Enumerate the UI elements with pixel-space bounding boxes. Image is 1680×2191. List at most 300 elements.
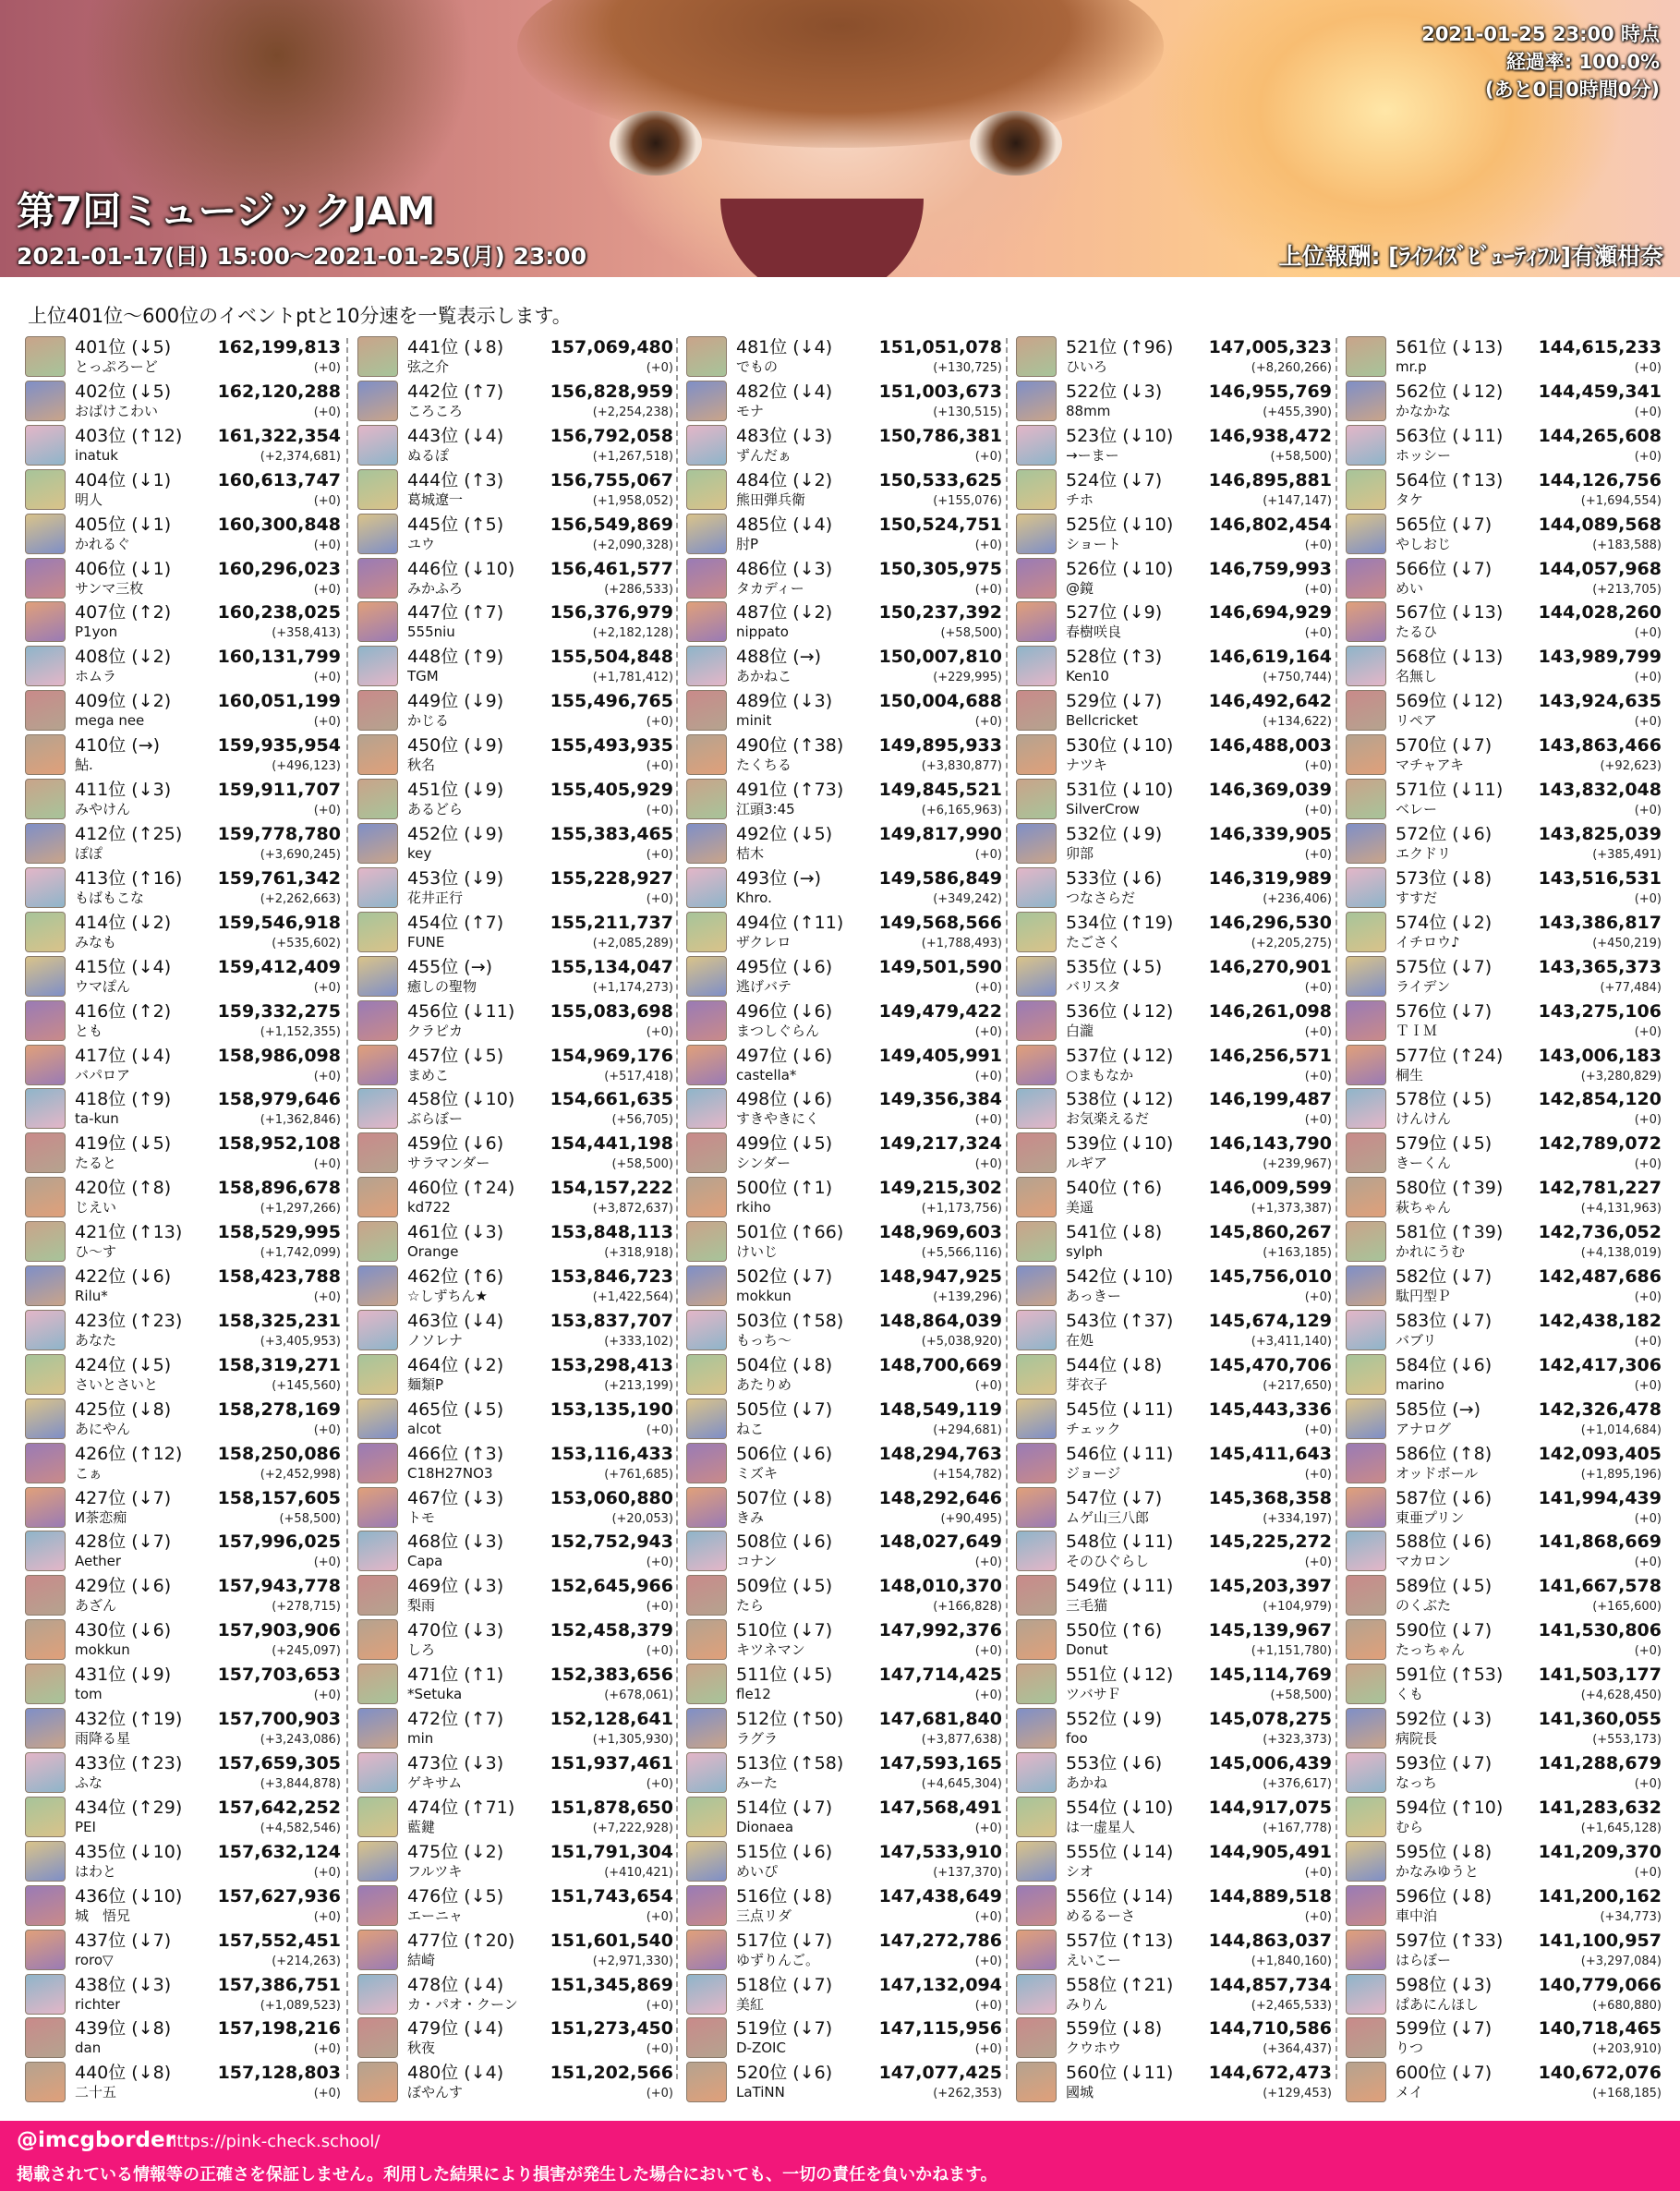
ranking-entry bbox=[1344, 1043, 1662, 1087]
rank-label: 560位 (↓11) bbox=[1066, 2063, 1174, 2084]
ten-minute-speed: (+0) bbox=[974, 582, 1002, 597]
rank-label: 489位 (↓3) bbox=[736, 691, 833, 712]
ranking-entry bbox=[684, 866, 1003, 910]
ten-minute-speed: (+0) bbox=[646, 361, 673, 375]
event-points: 154,969,176 bbox=[550, 1045, 673, 1066]
ranking-entry bbox=[356, 644, 674, 688]
ranking-entry bbox=[23, 1839, 342, 1883]
producer-name: 88mm bbox=[1066, 402, 1111, 419]
producer-name: すすだ bbox=[1396, 889, 1438, 906]
status-remaining: (あと0日0時間0分) bbox=[1484, 79, 1660, 101]
event-points: 151,003,673 bbox=[878, 381, 1002, 402]
ten-minute-speed: (+0) bbox=[313, 1290, 341, 1305]
idol-card-thumbnail bbox=[1016, 1885, 1057, 1926]
producer-name: けんけん bbox=[1396, 1110, 1452, 1128]
ranking-entry bbox=[684, 1839, 1003, 1883]
ten-minute-speed: (+0) bbox=[1304, 582, 1332, 597]
idol-card-thumbnail bbox=[1346, 1664, 1386, 1704]
event-points: 146,619,164 bbox=[1208, 647, 1332, 668]
event-points: 145,225,272 bbox=[1208, 1531, 1332, 1553]
idol-card-thumbnail bbox=[1016, 1708, 1057, 1749]
ranking-entry bbox=[356, 1086, 674, 1131]
rank-label: 530位 (↓10) bbox=[1066, 735, 1174, 757]
ranking-entry bbox=[684, 1972, 1003, 2016]
idol-card-thumbnail bbox=[1016, 1265, 1057, 1306]
page-description: 上位401位～600位のイベントptと10分速を一覧表示します。 bbox=[28, 305, 572, 327]
idol-card-thumbnail bbox=[1016, 1398, 1057, 1439]
rank-label: 434位 (↑29) bbox=[75, 1797, 183, 1818]
rank-label: 488位 (→) bbox=[736, 647, 822, 668]
producer-name: あにやん bbox=[75, 1420, 131, 1437]
idol-card-thumbnail bbox=[1346, 514, 1386, 554]
event-banner bbox=[0, 0, 1680, 277]
idol-card-thumbnail bbox=[357, 1354, 398, 1395]
ranking-entry bbox=[356, 1795, 674, 1839]
event-reward: 上位報酬: [ﾗｲﾌｲｽﾞﾋﾞｭｰﾃｨﾌﾙ]有瀬柑奈 bbox=[1278, 243, 1663, 270]
producer-name: ぽぽ bbox=[75, 844, 103, 862]
producer-name: はわと bbox=[75, 1862, 117, 1880]
ranking-entry bbox=[1344, 379, 1662, 423]
idol-card-thumbnail bbox=[25, 734, 66, 775]
producer-name: ひ～す bbox=[75, 1243, 117, 1261]
ranking-entry bbox=[1014, 556, 1333, 600]
event-points: 146,759,993 bbox=[1208, 558, 1332, 579]
ranking-entry bbox=[1014, 999, 1333, 1043]
event-points: 147,681,840 bbox=[878, 1709, 1002, 1730]
idol-card-thumbnail bbox=[1346, 646, 1386, 686]
event-points: 146,492,642 bbox=[1208, 691, 1332, 712]
event-points: 153,298,413 bbox=[550, 1354, 673, 1375]
event-points: 145,443,336 bbox=[1208, 1398, 1332, 1420]
ten-minute-speed: (+0) bbox=[313, 804, 341, 818]
producer-name: かれにうむ bbox=[1396, 1243, 1466, 1261]
ranking-entry bbox=[23, 777, 342, 821]
idol-card-thumbnail bbox=[686, 381, 727, 421]
idol-card-thumbnail bbox=[25, 912, 66, 952]
ten-minute-speed: (+5,038,920) bbox=[921, 1334, 1002, 1349]
ten-minute-speed: (+1,152,355) bbox=[260, 1024, 341, 1039]
rank-label: 589位 (↓5) bbox=[1396, 1576, 1493, 1597]
rank-label: 506位 (↓6) bbox=[736, 1443, 833, 1464]
event-points: 153,846,723 bbox=[550, 1266, 673, 1288]
producer-name: たくちる bbox=[736, 757, 792, 774]
producer-name: チホ bbox=[1066, 490, 1094, 508]
ten-minute-speed: (+0) bbox=[1634, 1777, 1662, 1791]
idol-card-thumbnail bbox=[1346, 1354, 1386, 1395]
ten-minute-speed: (+0) bbox=[313, 980, 341, 995]
ranking-entry bbox=[23, 1352, 342, 1397]
event-points: 146,319,989 bbox=[1208, 867, 1332, 889]
rank-label: 426位 (↑12) bbox=[75, 1443, 183, 1464]
column-divider bbox=[1006, 338, 1008, 2079]
event-points: 156,828,959 bbox=[550, 381, 673, 402]
producer-name: ホムラ bbox=[75, 668, 117, 685]
idol-card-thumbnail bbox=[1016, 425, 1057, 466]
ranking-entry bbox=[356, 777, 674, 821]
idol-card-thumbnail bbox=[25, 1265, 66, 1306]
ten-minute-speed: (+0) bbox=[974, 715, 1002, 730]
rank-label: 535位 (↓5) bbox=[1066, 956, 1163, 977]
idol-card-thumbnail bbox=[686, 469, 727, 510]
rank-label: 585位 (→) bbox=[1396, 1398, 1481, 1420]
ten-minute-speed: (+0) bbox=[313, 1157, 341, 1172]
idol-card-thumbnail bbox=[1016, 1221, 1057, 1262]
event-points: 159,546,918 bbox=[217, 912, 341, 933]
producer-name: dan bbox=[75, 2040, 102, 2057]
event-points: 158,896,678 bbox=[217, 1178, 341, 1199]
idol-card-thumbnail bbox=[357, 1221, 398, 1262]
idol-card-thumbnail bbox=[1346, 1132, 1386, 1173]
rank-label: 599位 (↓7) bbox=[1396, 2018, 1493, 2040]
ten-minute-speed: (+0) bbox=[313, 1865, 341, 1880]
idol-card-thumbnail bbox=[1346, 1221, 1386, 1262]
ten-minute-speed: (+4,138,019) bbox=[1580, 1246, 1662, 1261]
event-points: 146,256,571 bbox=[1208, 1045, 1332, 1066]
idol-card-thumbnail bbox=[1346, 1310, 1386, 1350]
event-points: 145,411,643 bbox=[1208, 1443, 1332, 1464]
rank-label: 533位 (↓6) bbox=[1066, 867, 1163, 889]
rank-label: 572位 (↓6) bbox=[1396, 823, 1493, 844]
rank-label: 562位 (↓12) bbox=[1396, 381, 1504, 402]
ranking-entry bbox=[23, 1795, 342, 1839]
event-points: 150,004,688 bbox=[878, 691, 1002, 712]
ten-minute-speed: (+450,219) bbox=[1592, 936, 1662, 950]
ten-minute-speed: (+334,197) bbox=[1263, 1511, 1332, 1526]
producer-name: kd722 bbox=[407, 1199, 451, 1217]
event-points: 157,700,903 bbox=[217, 1709, 341, 1730]
ten-minute-speed: (+130,515) bbox=[933, 405, 1002, 419]
ranking-entry bbox=[1014, 1485, 1333, 1530]
event-points: 158,986,098 bbox=[217, 1045, 341, 1066]
ten-minute-speed: (+58,500) bbox=[279, 1511, 341, 1526]
ten-minute-speed: (+1,297,266) bbox=[260, 1202, 341, 1217]
ten-minute-speed: (+0) bbox=[1634, 1511, 1662, 1526]
producer-name: P1yon bbox=[75, 623, 118, 641]
producer-name: minit bbox=[736, 712, 772, 730]
idol-card-thumbnail bbox=[357, 1310, 398, 1350]
event-points: 162,199,813 bbox=[217, 337, 341, 357]
ranking-entry bbox=[684, 1529, 1003, 1573]
idol-card-thumbnail bbox=[1346, 336, 1386, 377]
producer-name: バパロア bbox=[75, 1066, 131, 1083]
rank-label: 561位 (↓13) bbox=[1396, 337, 1504, 357]
rank-label: 409位 (↓2) bbox=[75, 691, 172, 712]
idol-card-thumbnail bbox=[1346, 1265, 1386, 1306]
rank-label: 503位 (↑58) bbox=[736, 1310, 844, 1331]
event-points: 151,202,566 bbox=[550, 2063, 673, 2084]
ranking-entry bbox=[23, 910, 342, 954]
idol-card-thumbnail bbox=[686, 1443, 727, 1483]
ranking-entry bbox=[1344, 1750, 1662, 1795]
event-points: 148,864,039 bbox=[878, 1310, 1002, 1331]
idol-card-thumbnail bbox=[357, 1885, 398, 1926]
idol-card-thumbnail bbox=[357, 1752, 398, 1793]
ten-minute-speed: (+1,742,099) bbox=[260, 1246, 341, 1261]
producer-name: 名無し bbox=[1396, 668, 1438, 685]
rank-label: 592位 (↓3) bbox=[1396, 1709, 1493, 1730]
producer-name: は一虚星人 bbox=[1066, 1818, 1136, 1835]
rank-label: 408位 (↓2) bbox=[75, 647, 172, 668]
ten-minute-speed: (+58,500) bbox=[940, 626, 1002, 641]
footer bbox=[0, 2121, 1680, 2191]
producer-name: あなた bbox=[75, 1331, 117, 1349]
event-points: 157,069,480 bbox=[550, 337, 673, 357]
column-divider bbox=[1336, 338, 1337, 2079]
ten-minute-speed: (+535,602) bbox=[272, 936, 341, 950]
ten-minute-speed: (+1,645,128) bbox=[1580, 1821, 1662, 1835]
event-points: 158,423,788 bbox=[217, 1266, 341, 1288]
ten-minute-speed: (+0) bbox=[646, 1024, 673, 1039]
ranking-entry bbox=[356, 599, 674, 644]
producer-name: 車中泊 bbox=[1396, 1907, 1438, 1924]
producer-name: ta-kun bbox=[75, 1110, 119, 1128]
idol-card-thumbnail bbox=[686, 1930, 727, 1970]
ten-minute-speed: (+678,061) bbox=[604, 1689, 673, 1703]
producer-name: お気楽えるだ bbox=[1066, 1110, 1150, 1128]
ranking-entry bbox=[1344, 644, 1662, 688]
ranking-entry bbox=[1014, 1573, 1333, 1617]
producer-name: みりん bbox=[1066, 1995, 1108, 2013]
producer-name: ＴＩＭ bbox=[1396, 1022, 1438, 1039]
event-points: 157,943,778 bbox=[217, 1576, 341, 1597]
event-points: 144,028,260 bbox=[1538, 602, 1662, 623]
rank-label: 545位 (↓11) bbox=[1066, 1398, 1174, 1420]
rank-label: 557位 (↑13) bbox=[1066, 1930, 1174, 1951]
ten-minute-speed: (+1,694,554) bbox=[1580, 493, 1662, 508]
rank-label: 568位 (↓13) bbox=[1396, 647, 1504, 668]
ten-minute-speed: (+139,296) bbox=[933, 1290, 1002, 1305]
producer-name: オッドボール bbox=[1396, 1464, 1479, 1482]
idol-card-thumbnail bbox=[25, 1088, 66, 1129]
ten-minute-speed: (+0) bbox=[313, 671, 341, 685]
ranking-entry bbox=[1344, 599, 1662, 644]
producer-name: fle12 bbox=[736, 1686, 771, 1703]
rank-label: 421位 (↑13) bbox=[75, 1222, 183, 1243]
producer-name: И茶恋痴 bbox=[75, 1508, 127, 1526]
ranking-entry bbox=[1344, 1883, 1662, 1928]
ranking-entry bbox=[1014, 334, 1333, 379]
event-points: 146,802,454 bbox=[1208, 514, 1332, 535]
rank-label: 418位 (↑9) bbox=[75, 1089, 172, 1110]
idol-card-thumbnail bbox=[357, 956, 398, 997]
producer-name: ○まもなか bbox=[1066, 1066, 1134, 1083]
rank-label: 550位 (↑6) bbox=[1066, 1620, 1163, 1641]
ranking-entry bbox=[684, 1928, 1003, 1972]
rank-label: 527位 (↓9) bbox=[1066, 602, 1163, 623]
ten-minute-speed: (+2,465,533) bbox=[1251, 1998, 1332, 2013]
producer-name: sylph bbox=[1066, 1243, 1103, 1261]
ranking-entry bbox=[1344, 1795, 1662, 1839]
producer-name: @鏡 bbox=[1066, 579, 1094, 597]
idol-card-thumbnail bbox=[357, 336, 398, 377]
idol-card-thumbnail bbox=[357, 1177, 398, 1217]
ranking-entry bbox=[1344, 2015, 1662, 2060]
ranking-entry bbox=[1014, 512, 1333, 556]
event-points: 155,134,047 bbox=[550, 956, 673, 977]
idol-card-thumbnail bbox=[25, 425, 66, 466]
producer-name: 桐生 bbox=[1396, 1066, 1424, 1083]
producer-name: なっち bbox=[1396, 1774, 1438, 1791]
ranking-column bbox=[23, 334, 342, 2104]
event-points: 159,935,954 bbox=[217, 735, 341, 757]
producer-name: ザクレロ bbox=[736, 933, 792, 950]
ten-minute-speed: (+183,588) bbox=[1592, 538, 1662, 552]
rank-label: 417位 (↓4) bbox=[75, 1045, 172, 1066]
ten-minute-speed: (+245,097) bbox=[272, 1644, 341, 1659]
event-points: 152,128,641 bbox=[550, 1709, 673, 1730]
ten-minute-speed: (+0) bbox=[1634, 1865, 1662, 1880]
event-points: 155,496,765 bbox=[550, 691, 673, 712]
event-points: 155,405,929 bbox=[550, 780, 673, 801]
idol-card-thumbnail bbox=[1346, 1575, 1386, 1616]
idol-card-thumbnail bbox=[1016, 1000, 1057, 1041]
ranking-entry bbox=[23, 1131, 342, 1175]
event-points: 140,779,066 bbox=[1538, 1974, 1662, 1995]
producer-name: フルツキ bbox=[407, 1862, 463, 1880]
event-points: 146,261,098 bbox=[1208, 1000, 1332, 1022]
status-elapsed: 経過率: 100.0% bbox=[1505, 51, 1660, 73]
rank-label: 459位 (↓6) bbox=[407, 1133, 504, 1155]
ten-minute-speed: (+1,958,052) bbox=[592, 493, 673, 508]
ten-minute-speed: (+2,262,663) bbox=[260, 891, 341, 906]
ranking-entry bbox=[356, 1397, 674, 1441]
event-points: 141,503,177 bbox=[1538, 1664, 1662, 1686]
ranking-entry bbox=[356, 1617, 674, 1662]
ranking-entry bbox=[1344, 732, 1662, 777]
site-link[interactable]: https://pink-check.school/ bbox=[166, 2132, 381, 2151]
event-points: 147,568,491 bbox=[878, 1797, 1002, 1818]
ten-minute-speed: (+6,165,963) bbox=[921, 804, 1002, 818]
ranking-entry bbox=[1014, 821, 1333, 866]
idol-card-thumbnail bbox=[1016, 1930, 1057, 1970]
ten-minute-speed: (+34,773) bbox=[1600, 1909, 1662, 1924]
rank-label: 491位 (↑73) bbox=[736, 780, 844, 801]
ten-minute-speed: (+0) bbox=[1634, 671, 1662, 685]
ten-minute-speed: (+0) bbox=[1634, 804, 1662, 818]
ten-minute-speed: (+129,453) bbox=[1263, 2087, 1332, 2101]
ten-minute-speed: (+0) bbox=[1634, 449, 1662, 464]
ranking-grid bbox=[23, 334, 1662, 2101]
event-points: 148,947,925 bbox=[878, 1266, 1002, 1288]
event-points: 150,786,381 bbox=[878, 425, 1002, 446]
rank-label: 477位 (↑20) bbox=[407, 1930, 515, 1951]
ten-minute-speed: (+0) bbox=[1304, 1422, 1332, 1437]
idol-card-thumbnail bbox=[1346, 1398, 1386, 1439]
rank-label: 502位 (↓7) bbox=[736, 1266, 833, 1288]
producer-name: しろ bbox=[407, 1641, 436, 1659]
rank-label: 404位 (↓1) bbox=[75, 469, 172, 490]
event-points: 143,832,048 bbox=[1538, 780, 1662, 801]
ranking-entry bbox=[1014, 954, 1333, 999]
ten-minute-speed: (+333,102) bbox=[604, 1334, 673, 1349]
producer-name: TGM bbox=[407, 668, 439, 685]
rank-label: 565位 (↓7) bbox=[1396, 514, 1493, 535]
producer-name: でもの bbox=[736, 358, 779, 375]
idol-card-thumbnail bbox=[25, 558, 66, 599]
ten-minute-speed: (+0) bbox=[646, 1909, 673, 1924]
event-points: 156,755,067 bbox=[550, 469, 673, 490]
event-points: 153,135,190 bbox=[550, 1398, 673, 1420]
producer-name: リペア bbox=[1396, 712, 1437, 730]
ten-minute-speed: (+0) bbox=[1634, 1644, 1662, 1659]
ten-minute-speed: (+4,645,304) bbox=[921, 1777, 1002, 1791]
producer-name: かなみゆうと bbox=[1396, 1862, 1480, 1880]
ten-minute-speed: (+1,174,273) bbox=[592, 980, 673, 995]
ten-minute-speed: (+4,628,450) bbox=[1580, 1689, 1662, 1703]
producer-name: 癒しの聖物 bbox=[407, 977, 477, 995]
event-points: 151,345,869 bbox=[550, 1974, 673, 1995]
event-points: 143,863,466 bbox=[1538, 735, 1662, 757]
idol-card-thumbnail bbox=[25, 1664, 66, 1704]
event-points: 155,493,935 bbox=[550, 735, 673, 757]
event-points: 157,128,803 bbox=[217, 2063, 341, 2084]
ten-minute-speed: (+0) bbox=[313, 715, 341, 730]
event-points: 147,992,376 bbox=[878, 1620, 1002, 1641]
ranking-entry bbox=[684, 423, 1003, 467]
twitter-handle[interactable]: @imcgborder bbox=[17, 2128, 175, 2152]
ranking-entry bbox=[684, 334, 1003, 379]
event-points: 142,093,405 bbox=[1538, 1443, 1662, 1464]
event-points: 153,837,707 bbox=[550, 1310, 673, 1331]
producer-name: とも bbox=[75, 1022, 103, 1039]
ten-minute-speed: (+0) bbox=[1304, 1555, 1332, 1570]
event-points: 158,325,231 bbox=[217, 1310, 341, 1331]
ten-minute-speed: (+0) bbox=[974, 1024, 1002, 1039]
event-points: 145,078,275 bbox=[1208, 1709, 1332, 1730]
event-points: 141,283,632 bbox=[1538, 1797, 1662, 1818]
ten-minute-speed: (+0) bbox=[974, 1821, 1002, 1835]
rank-label: 496位 (↓6) bbox=[736, 1000, 833, 1022]
idol-card-thumbnail bbox=[1016, 1177, 1057, 1217]
ten-minute-speed: (+217,650) bbox=[1263, 1378, 1332, 1393]
rank-label: 454位 (↑7) bbox=[407, 912, 504, 933]
ranking-entry bbox=[23, 1441, 342, 1485]
rank-label: 478位 (↓4) bbox=[407, 1974, 504, 1995]
ranking-entry bbox=[1014, 732, 1333, 777]
producer-name: シンダー bbox=[736, 1155, 792, 1172]
idol-card-thumbnail bbox=[686, 1885, 727, 1926]
producer-name: そのひぐらし bbox=[1066, 1553, 1150, 1570]
producer-name: ぶらぼー bbox=[407, 1110, 464, 1128]
ten-minute-speed: (+3,844,878) bbox=[260, 1777, 341, 1791]
producer-name: Orange bbox=[407, 1243, 459, 1261]
producer-name: rkiho bbox=[736, 1199, 771, 1217]
ten-minute-speed: (+58,500) bbox=[1270, 449, 1332, 464]
idol-card-thumbnail bbox=[25, 823, 66, 864]
ranking-entry bbox=[684, 688, 1003, 732]
idol-card-thumbnail bbox=[686, 690, 727, 731]
rank-label: 517位 (↓7) bbox=[736, 1930, 833, 1951]
event-points: 160,051,199 bbox=[217, 691, 341, 712]
ranking-entry bbox=[356, 1043, 674, 1087]
rank-label: 427位 (↓7) bbox=[75, 1487, 172, 1508]
idol-card-thumbnail bbox=[686, 1752, 727, 1793]
ranking-entry bbox=[1344, 777, 1662, 821]
ten-minute-speed: (+0) bbox=[1634, 405, 1662, 419]
rank-label: 486位 (↓3) bbox=[736, 558, 833, 579]
producer-name: 東亜プリン bbox=[1396, 1508, 1465, 1526]
ranking-entry bbox=[1344, 1839, 1662, 1883]
ranking-entry bbox=[684, 1795, 1003, 1839]
rank-label: 518位 (↓7) bbox=[736, 1974, 833, 1995]
event-points: 143,275,106 bbox=[1538, 1000, 1662, 1022]
idol-card-thumbnail bbox=[686, 734, 727, 775]
event-points: 148,292,646 bbox=[878, 1487, 1002, 1508]
event-points: 145,756,010 bbox=[1208, 1266, 1332, 1288]
event-points: 142,789,072 bbox=[1538, 1133, 1662, 1155]
event-points: 157,627,936 bbox=[217, 1885, 341, 1907]
ranking-entry bbox=[1014, 1529, 1333, 1573]
